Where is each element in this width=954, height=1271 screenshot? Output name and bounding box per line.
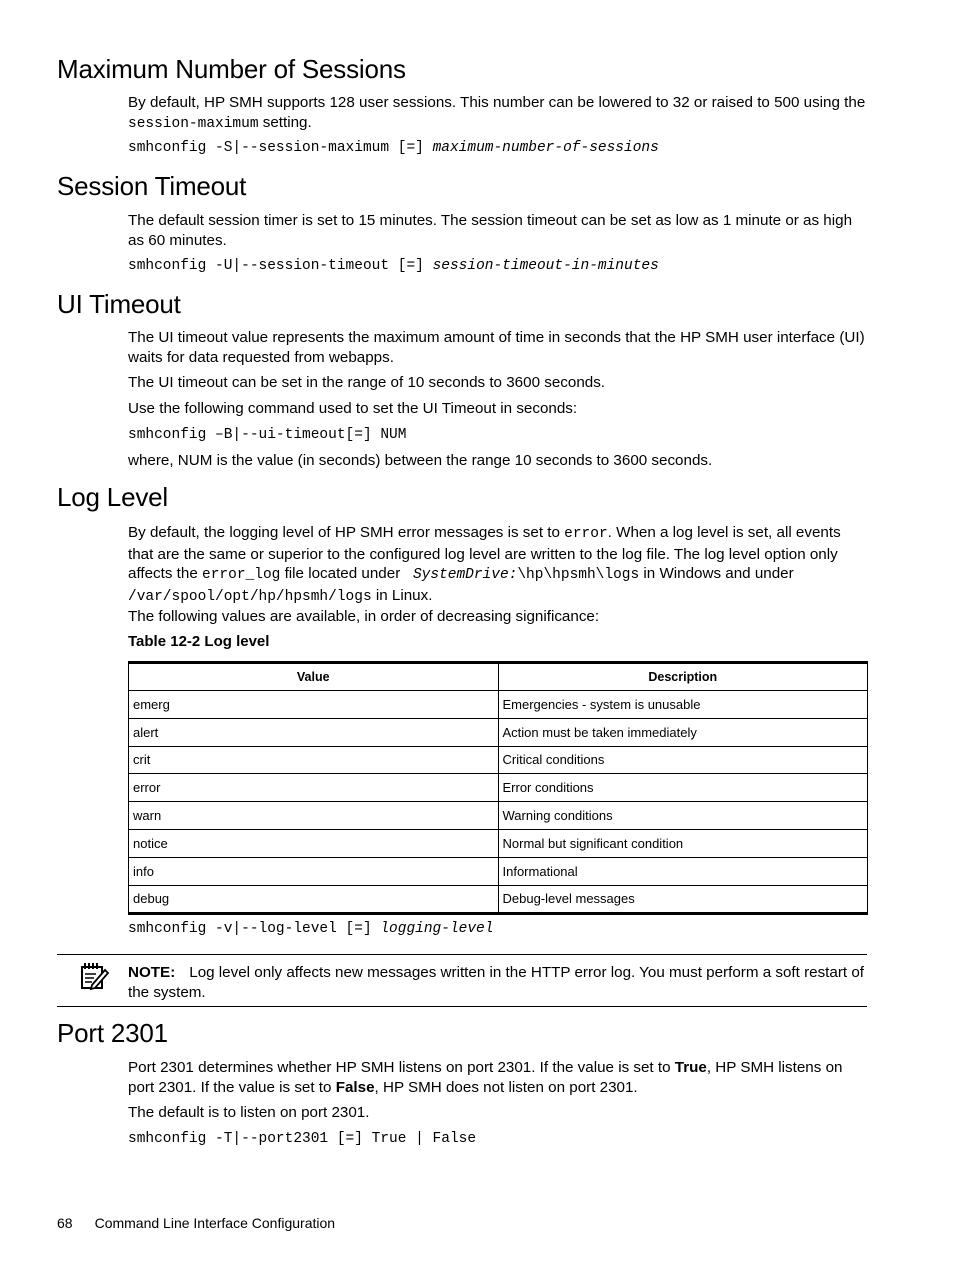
table-cell-value: error xyxy=(129,774,499,802)
table-header-row xyxy=(129,663,868,691)
table-row xyxy=(129,746,868,774)
table-row xyxy=(129,885,868,914)
note-label: NOTE: xyxy=(128,964,176,981)
table-header-value: Value xyxy=(129,663,499,691)
section-title-session-timeout: Session Timeout xyxy=(57,171,247,201)
section-title-max-sessions: Maximum Number of Sessions xyxy=(57,54,406,84)
table-cell-description: Debug-level messages xyxy=(498,885,868,914)
page-number: 68 xyxy=(57,1215,73,1231)
page-footer xyxy=(57,1215,335,1231)
table-header-description: Description xyxy=(498,663,868,691)
table-cell-value: warn xyxy=(129,802,499,830)
inline-code: session-maximum xyxy=(128,115,259,132)
ui-timeout-paragraph-1: The UI timeout value represents the maximum amount of time in seconds that the HP SMH user interface (UI) waits for data requested from webapps. xyxy=(128,329,865,366)
table-cell-description: Informational xyxy=(498,857,868,885)
max-sessions-command: smhconfig -S|--session-maximum [=] maximum-number-of-sessions xyxy=(128,140,659,156)
table-cell-value: info xyxy=(129,857,499,885)
port-2301-command: smhconfig -T|--port2301 [=] True | False xyxy=(128,1131,477,1147)
table-row xyxy=(129,802,868,830)
table-row xyxy=(129,691,868,719)
ui-timeout-paragraph-4: where, NUM is the value (in seconds) between the range 10 seconds to 3600 seconds. xyxy=(128,452,713,469)
table-cell-description: Normal but significant condition xyxy=(498,829,868,857)
table-cell-value: debug xyxy=(129,885,499,914)
log-level-table xyxy=(128,661,868,915)
table-row xyxy=(129,829,868,857)
table-cell-description: Critical conditions xyxy=(498,746,868,774)
table-cell-value: alert xyxy=(129,718,499,746)
port-2301-paragraph-2: The default is to listen on port 2301. xyxy=(128,1104,370,1121)
ui-timeout-paragraph-2: The UI timeout can be set in the range of 10 seconds to 3600 seconds. xyxy=(128,374,606,391)
table-cell-description: Warning conditions xyxy=(498,802,868,830)
table-cell-description: Emergencies - system is unusable xyxy=(498,691,868,719)
table-cell-value: emerg xyxy=(129,691,499,719)
note-box xyxy=(57,954,867,1007)
note-pad-icon xyxy=(79,961,109,991)
table-row xyxy=(129,718,868,746)
table-cell-description: Error conditions xyxy=(498,774,868,802)
section-title-ui-timeout: UI Timeout xyxy=(57,289,181,319)
log-level-command: smhconfig -v|--log-level [=] logging-level xyxy=(128,921,494,937)
session-timeout-command: smhconfig -U|--session-timeout [=] session-timeout-in-minutes xyxy=(128,258,659,274)
max-sessions-paragraph: By default, HP SMH supports 128 user sessions. This number can be lowered to 32 or raised to 500 using the session-maximum setting. xyxy=(128,94,866,132)
chapter-title: Command Line Interface Configuration xyxy=(94,1215,336,1231)
table-row xyxy=(129,774,868,802)
section-title-port-2301: Port 2301 xyxy=(57,1018,168,1048)
ui-timeout-paragraph-3: Use the following command used to set the UI Timeout in seconds: xyxy=(128,400,578,417)
ui-timeout-command: smhconfig –B|--ui-timeout[=] NUM xyxy=(128,427,407,443)
note-text: NOTE: Log level only affects new messages written in the HTTP error log. You must perform a soft restart of the system. xyxy=(128,964,865,1001)
section-title-log-level: Log Level xyxy=(57,482,168,512)
port-2301-paragraph-1: Port 2301 determines whether HP SMH listens on port 2301. If the value is set to True, HP SMH listens on port 2301. If the value is set to False, HP SMH does not listen on port 2301. xyxy=(128,1059,843,1096)
table-cell-value: notice xyxy=(129,829,499,857)
table-row xyxy=(129,857,868,885)
table-cell-value: crit xyxy=(129,746,499,774)
session-timeout-paragraph: The default session timer is set to 15 minutes. The session timeout can be set as low as 1 minute or as high as 60 minutes. xyxy=(128,212,853,249)
log-level-paragraph-1: By default, the logging level of HP SMH error messages is set to error. When a log level is set, all events that are the same or superior to the configured log level are written to the log file. The log level option only affects the error_log file located under SystemDrive:\hp\hpsmh\logs in Windows and under /var/spool/opt/hp/hpsmh/logs in Linux. xyxy=(128,524,841,605)
log-level-paragraph-2: The following values are available, in order of decreasing significance: xyxy=(128,608,600,625)
table-caption: Table 12-2 Log level xyxy=(128,633,270,650)
table-cell-description: Action must be taken immediately xyxy=(498,718,868,746)
